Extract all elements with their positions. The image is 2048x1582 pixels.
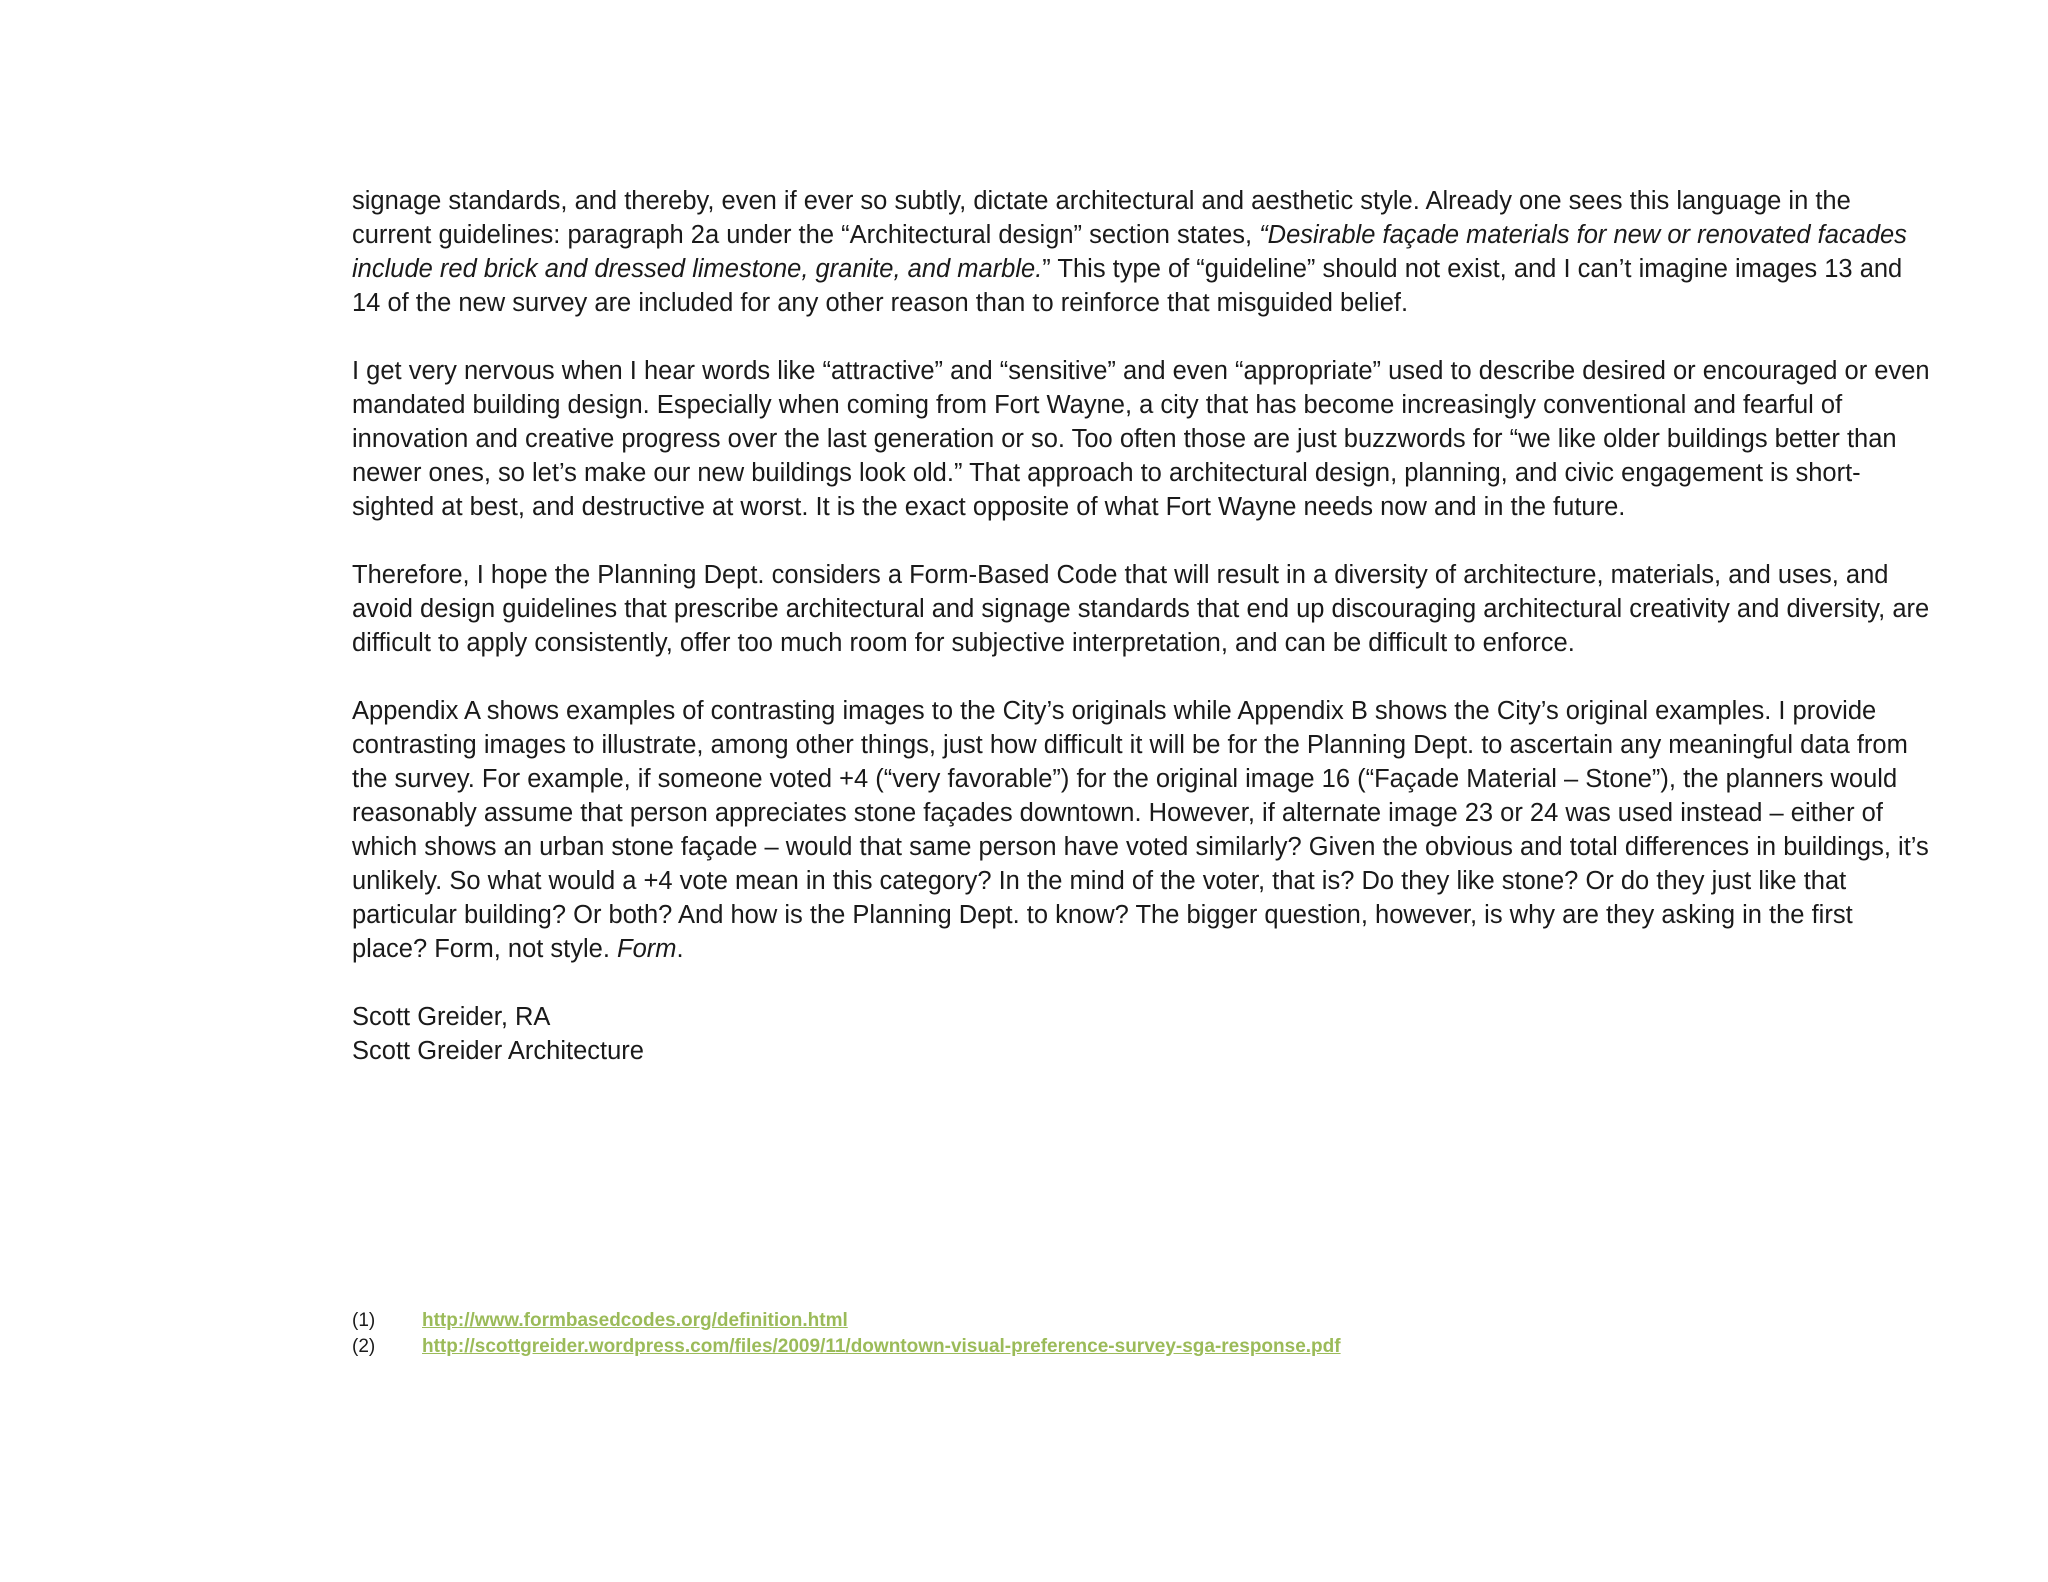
footnote-2-link[interactable]: http://scottgreider.wordpress.com/files/2009/11/downtown-visual-preference-survey-sga-response.pdf [422, 1336, 1341, 1357]
signature-name: Scott Greider, RA [352, 1003, 551, 1031]
footnote-2 [352, 1334, 1932, 1360]
footnote-1 [352, 1308, 1932, 1334]
paragraph-1-text: signage standards, and thereby, even if ever so subtly, dictate architectural and aesthetic style. Already one sees this language in the current guidelines: paragraph 2a under the “Architectural design” section states, [352, 187, 1851, 249]
document-body [352, 184, 1932, 1068]
paragraph-1-tail: ” This type of “guideline” should not exist, and I can’t imagine images 13 and 14 of the new survey are included for any other reason than to reinforce that misguided belief. [352, 255, 1903, 317]
signature-firm: Scott Greider Architecture [352, 1037, 644, 1065]
footnotes [352, 1308, 1932, 1360]
paragraph-2-text: I get very nervous when I hear words like “attractive” and “sensitive” and even “appropriate” used to describe desired or encouraged or even mandated building design. Especially when coming from Fort Wayne, a city that has become increasingly conventional and fearful of innovation and creative progress over the last generation or so. Too often those are just buzzwords for “we like older buildings better than newer ones, so let’s make our new buildings look old.” That approach to architectural design, planning, and civic engagement is short-sighted at best, and destructive at worst. It is the exact opposite of what Fort Wayne needs now and in the future. [352, 357, 1930, 521]
paragraph-3-text: Therefore, I hope the Planning Dept. considers a Form-Based Code that will result in a diversity of architecture, materials, and uses, and avoid design guidelines that prescribe architectural and signage standards that end up discouraging architectural creativity and diversity, are difficult to apply consistently, offer too much room for subjective interpretation, and can be difficult to enforce. [352, 561, 1930, 657]
paragraph-4-text: Appendix A shows examples of contrasting images to the City’s originals while Appendix B shows the City’s original examples. I provide contrasting images to illustrate, among other things, just how difficult it will be for the Planning Dept. to ascertain any meaningful data from the survey. For example, if someone voted +4 (“very favorable”) for the original image 16 (“Façade Material – Stone”), the planners would reasonably assume that person appreciates stone façades downtown. However, if alternate image 23 or 24 was used instead – either of which shows an urban stone façade – would that same person have voted similarly? Given the obvious and total differences in buildings, it’s unlikely. So what would a +4 vote mean in this category? In the mind of the voter, that is? Do they like stone? Or do they just like that particular building? Or both? And how is the Planning Dept. to know? The bigger question, however, is why are they asking in the first place? Form, not style. [352, 697, 1929, 963]
paragraph-4-emphasis: Form [617, 935, 677, 963]
paragraph-1 [352, 184, 1932, 320]
footnote-1-number: (1) [352, 1310, 376, 1331]
paragraph-1-quote: “Desirable façade materials for new or renovated facades include red brick and dressed limestone, granite, and marble. [352, 221, 1907, 283]
footnote-1-link[interactable]: http://www.formbasedcodes.org/definition.html [422, 1310, 848, 1331]
paragraph-4-tail: . [676, 935, 684, 963]
paragraph-3 [352, 558, 1932, 660]
paragraph-4 [352, 694, 1932, 966]
footnote-2-number: (2) [352, 1336, 376, 1357]
paragraph-2 [352, 354, 1932, 524]
signature-block [352, 1000, 1932, 1068]
